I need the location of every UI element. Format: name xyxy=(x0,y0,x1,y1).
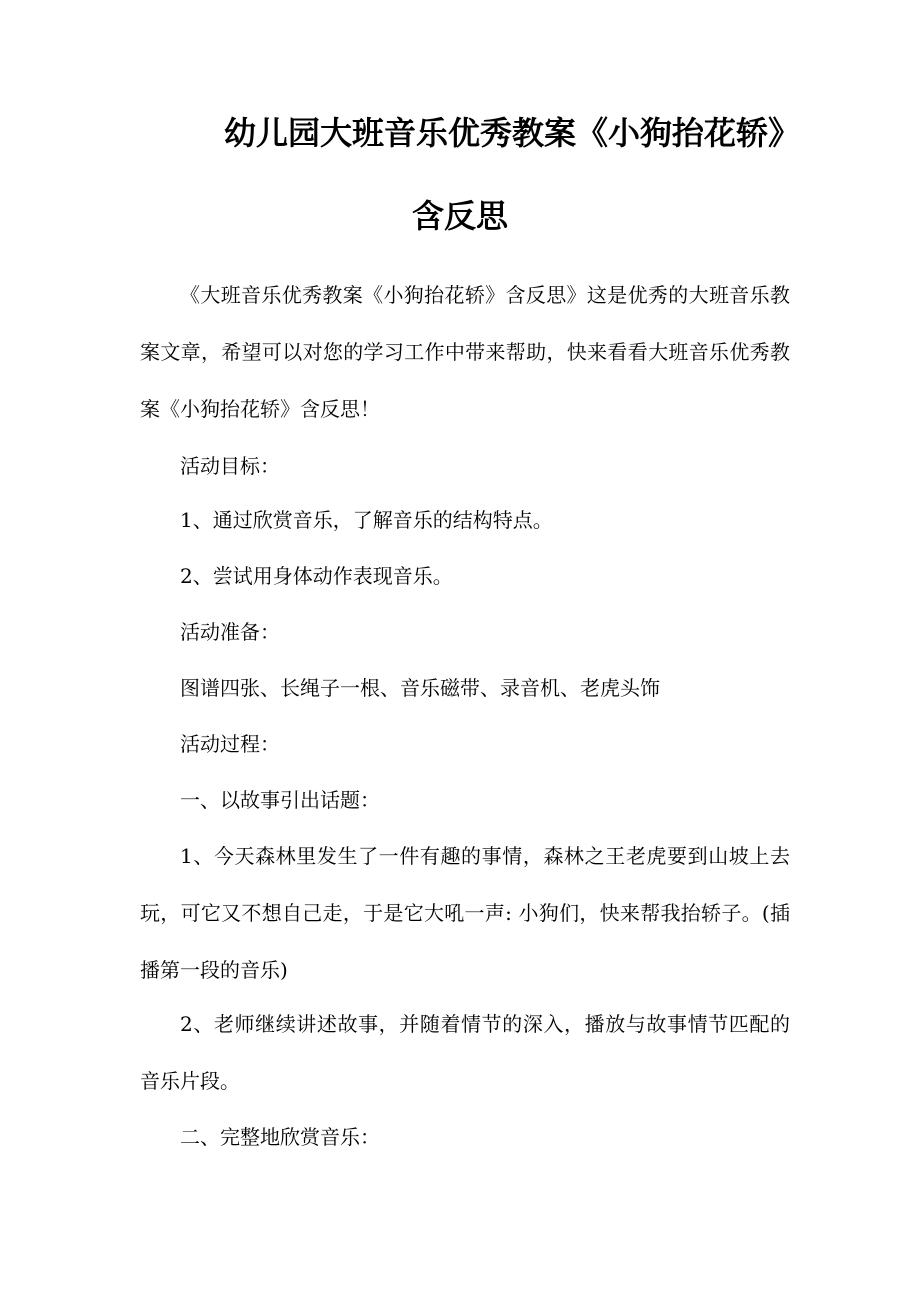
document-title-line-1: 幼儿园大班音乐优秀教案《小狗抬花轿》 xyxy=(223,114,800,152)
intro-paragraph: 《大班音乐优秀教案《小狗抬花轿》含反思》这是优秀的大班音乐教案文章，希望可以对您的学习工作中带来帮助，快来看看大班音乐优秀教案《小狗抬花轿》含反思！ xyxy=(140,283,790,421)
process-step-heading-1: 一、以故事引出话题： xyxy=(180,788,380,812)
document-title-line-2: 含反思 xyxy=(411,197,508,235)
section-heading-process: 活动过程： xyxy=(180,732,280,756)
preparation-list: 图谱四张、长绳子一根、音乐磁带、录音机、老虎头饰 xyxy=(180,676,660,700)
process-step-1-item-2: 2、老师继续讲述故事，并随着情节的深入，播放与故事情节匹配的音乐片段。 xyxy=(140,1012,790,1093)
process-step-1-item-1: 1、今天森林里发生了一件有趣的事情，森林之王老虎要到山坡上去玩，可它又不想自己走，于是它大吼一声: 小狗们，快来帮我抬轿子。(插播第一段的音乐) xyxy=(140,844,790,982)
goal-item-2: 2、尝试用身体动作表现音乐。 xyxy=(180,564,453,588)
process-step-heading-2: 二、完整地欣赏音乐： xyxy=(180,1125,380,1149)
section-heading-goals: 活动目标： xyxy=(180,454,280,478)
goal-item-1: 1、通过欣赏音乐，了解音乐的结构特点。 xyxy=(180,508,553,532)
section-heading-preparation: 活动准备： xyxy=(180,620,280,644)
